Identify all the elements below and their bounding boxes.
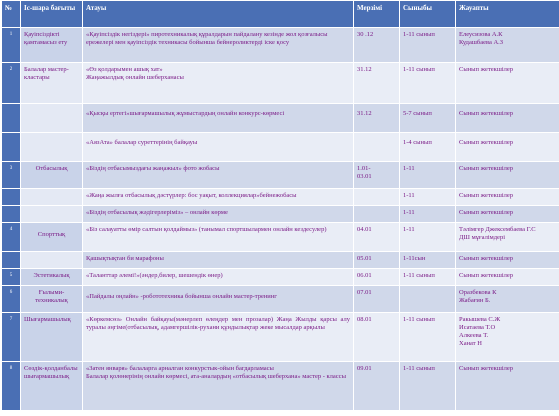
header-direction: Іс-шара бағыты (21, 1, 82, 27)
row-number (2, 206, 20, 222)
row-date (354, 206, 399, 222)
row-grade: 5-7 сынып (400, 104, 455, 132)
row-number: 6 (2, 286, 20, 312)
table-header-row (2, 1, 559, 27)
header-grade: Сыныбы (400, 1, 455, 27)
row-responsible: Тәлімгер Джексембаева Г.С ДШ мұғалімдері (456, 223, 559, 251)
row-grade: 1-11 (400, 189, 455, 205)
row-date: 09.01 (354, 362, 399, 410)
row-direction (21, 189, 82, 205)
table-row (2, 189, 559, 205)
header-title: Атауы (83, 1, 353, 27)
row-title: «Затен января» балаларга арналган конкурстык-ойын багдарламасы Балалар қолөнерінің онлайн көрмесі, ата-аналардың «отбасылық шеберхана» мастер - классы (83, 362, 353, 410)
row-direction (21, 206, 82, 222)
row-title: «Қысқы ертегі»шығармашылық жұмыстардың онлайн конкурс-көрмесі (83, 104, 353, 132)
row-date: 05.01 (354, 252, 399, 268)
row-number (2, 104, 20, 132)
row-direction: Эстетикалық (21, 269, 82, 285)
row-grade: 1-11 сынып (400, 269, 455, 285)
row-direction: Ғылыми-техникалық (21, 286, 82, 312)
row-grade: 1-11сын (400, 252, 455, 268)
row-number: 8 (2, 362, 20, 410)
row-number (2, 133, 20, 161)
table-row (2, 162, 559, 188)
row-date: 08.01 (354, 313, 399, 361)
row-direction (21, 104, 82, 132)
row-date (354, 189, 399, 205)
table-row (2, 286, 559, 312)
row-grade: 1-11 (400, 162, 455, 188)
row-grade: 1-11 сынып (400, 63, 455, 103)
table-row (2, 133, 559, 161)
row-direction: Шығармашылық (21, 313, 82, 361)
row-title: «Жаңа жылға отбасылық дәстүрлер: бос уақыт, коллекциялар»бейнежобасы (83, 189, 353, 205)
row-number (2, 189, 20, 205)
row-grade: 1-11 (400, 223, 455, 251)
row-direction: Отбасылық (21, 162, 82, 188)
row-responsible: Елеусизова А.К Кудашбаева А.З (456, 28, 559, 62)
row-direction: Сөздік-қолданбалы шығармашылық (21, 362, 82, 410)
row-number: 2 (2, 63, 20, 103)
row-direction (21, 133, 82, 161)
row-title: «Пайдалы оңлайн» -робототехника бойынша онлайн мастер-тренинг (83, 286, 353, 312)
row-title: Қашықтықтан би марафоны (83, 252, 353, 268)
row-responsible: Сынып жетекшілер (456, 252, 559, 268)
row-number: 7 (2, 313, 20, 361)
table-row (2, 28, 559, 62)
row-grade: 1-11 сынып (400, 28, 455, 62)
table-row (2, 313, 559, 361)
row-grade: 1-11 сынып (400, 313, 455, 361)
row-responsible: Сынып жетекшілер (456, 63, 559, 103)
row-grade: 1-11 (400, 206, 455, 222)
row-title: «Біздің отбасымыздағы жаңажыл» фото жобасы (83, 162, 353, 188)
row-number: 5 (2, 269, 20, 285)
table-row (2, 269, 559, 285)
header-date: Мерзімі (354, 1, 399, 27)
row-title: «АязАта» балалар суреттерінің байқауы (83, 133, 353, 161)
row-direction: Спорттық (21, 223, 82, 251)
table-row (2, 63, 559, 103)
row-direction: Қауіпсіздікті қамтамасыз ету (21, 28, 82, 62)
header-responsible: Жауапты (456, 1, 559, 27)
row-date: 07.01 (354, 286, 399, 312)
row-grade: 1-4 сынып (400, 133, 455, 161)
row-responsible: Сынып жетекшілер (456, 189, 559, 205)
row-number: 1 (2, 28, 20, 62)
row-responsible: Сынып жетекшілер (456, 362, 559, 410)
row-responsible: Сынып жетекшілер (456, 133, 559, 161)
row-title: «Қауіпсіздік негіздері» пиротехникалық құралдарын пайдалану кезінде жол қозғалысы ережелері мен қауіпсіздік техникасы бойынша бейнероликтерді іске қосу (83, 28, 353, 62)
row-responsible: Сынып жетекшілер (456, 162, 559, 188)
row-responsible: Ракышева С.Ж Исатаева Т.О Алкеева Т. Ханат Н (456, 313, 559, 361)
row-date: 04.01 (354, 223, 399, 251)
events-table (1, 0, 559, 411)
row-title: «Таланттар әлемі!»(әндер,билер, шешендік өнер) (83, 269, 353, 285)
row-date (354, 133, 399, 161)
table-row (2, 223, 559, 251)
row-title: «Көркемсөз» Онлайн байқауы(мәнерлеп өлеңдер мен прозалар) Жаңа Жылды қарсы алу туралы әңгіме(отбасылық, адамгершілік-рухани құндылықтар жеке мысалдар арқылы (83, 313, 353, 361)
row-grade (400, 286, 455, 312)
row-responsible: Сынып жетекшілер (456, 206, 559, 222)
table-row (2, 206, 559, 222)
row-direction: Балалар мастер-кластары (21, 63, 82, 103)
row-date: 31.12 (354, 63, 399, 103)
row-responsible: Сынып жетекшілер (456, 104, 559, 132)
table-row (2, 104, 559, 132)
row-title: «Өз қолдарымен ашық хат» Жаңажылдық онлайн шеберханасы (83, 63, 353, 103)
table-row (2, 362, 559, 410)
header-number: № (2, 1, 20, 27)
row-responsible: Оразбекова К Жабағин Б. (456, 286, 559, 312)
row-title: «Біз салауатты өмір салтын қолдаймыз» (танымал спортшылармен онлайн кездесулер) (83, 223, 353, 251)
row-date: 06.01 (354, 269, 399, 285)
row-title: «Біздің отбасылық жәдігерлеріміз» – онлайн көрме (83, 206, 353, 222)
row-date: 1.01- 03.01 (354, 162, 399, 188)
table-row (2, 252, 559, 268)
row-number: 3 (2, 162, 20, 188)
row-responsible: Сынып жетекшілер (456, 269, 559, 285)
row-date: 31.12 (354, 104, 399, 132)
row-number (2, 252, 20, 268)
row-direction (21, 252, 82, 268)
row-grade: 1-11 сынып (400, 362, 455, 410)
row-number: 4 (2, 223, 20, 251)
row-date: 30 .12 (354, 28, 399, 62)
